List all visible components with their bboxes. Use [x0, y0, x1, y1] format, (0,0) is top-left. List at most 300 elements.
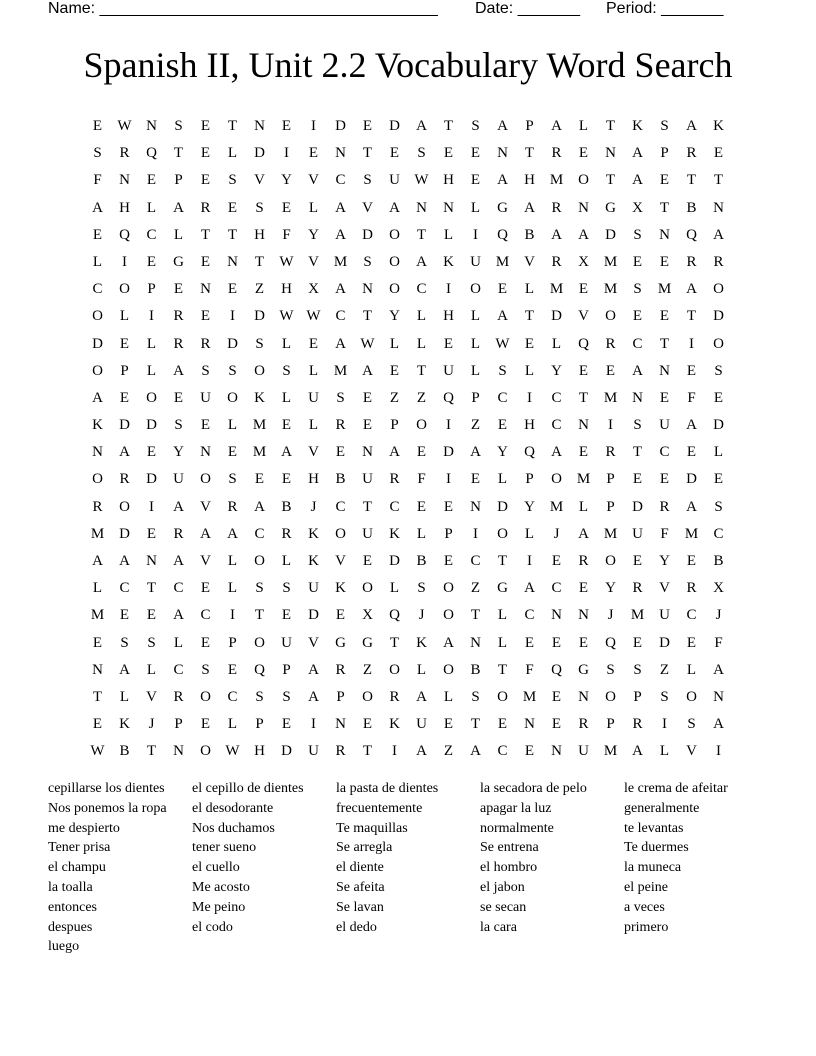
grid-letter: D — [632, 498, 643, 515]
grid-letter: R — [173, 688, 184, 705]
grid-letter: E — [686, 553, 697, 569]
grid-letter: L — [389, 580, 400, 597]
grid-letter: O — [605, 553, 616, 569]
grid-letter: A — [524, 199, 535, 216]
grid-letter: O — [443, 661, 454, 678]
word-bank-item: el hombro — [480, 860, 538, 876]
grid-letter: P — [174, 716, 183, 733]
grid-letter: E — [362, 417, 373, 434]
grid-letter: K — [443, 253, 454, 270]
grid-letter: L — [497, 607, 508, 624]
grid-letter: N — [362, 281, 373, 298]
grid-letter: M — [333, 362, 348, 379]
grid-letter: S — [255, 199, 264, 216]
grid-letter: O — [119, 498, 130, 515]
grid-letter: R — [686, 253, 697, 270]
grid-letter: J — [715, 607, 722, 624]
grid-letter: M — [495, 253, 510, 270]
grid-letter: E — [308, 335, 319, 352]
grid-letter: E — [632, 634, 643, 651]
grid-letter: E — [227, 199, 238, 216]
grid-letter: I — [527, 389, 532, 406]
student-info-header — [48, 0, 768, 20]
word-bank-item: apagar la luz — [480, 800, 552, 816]
grid-letter: N — [713, 199, 724, 216]
grid-letter: E — [578, 444, 589, 461]
grid-letter: P — [525, 471, 534, 488]
grid-letter: W — [306, 308, 321, 325]
grid-letter: U — [200, 389, 211, 406]
grid-letter: T — [227, 118, 238, 134]
grid-letter: M — [603, 743, 618, 760]
grid-letter: C — [200, 607, 211, 624]
grid-letter: A — [308, 688, 319, 705]
grid-letter: E — [443, 553, 454, 569]
grid-letter: R — [173, 308, 184, 325]
grid-letter: Q — [686, 226, 697, 243]
grid-letter: I — [230, 308, 235, 325]
grid-letter: H — [443, 172, 454, 189]
grid-letter: R — [578, 716, 589, 733]
date-field: Date: _______ — [475, 0, 580, 17]
grid-letter: O — [200, 471, 211, 488]
grid-letter: N — [578, 688, 589, 705]
grid-letter: V — [146, 688, 157, 705]
grid-letter: P — [174, 172, 183, 189]
grid-letter: Q — [578, 335, 589, 352]
grid-letter: I — [122, 253, 127, 270]
grid-letter: A — [470, 444, 481, 461]
grid-letter: F — [93, 172, 102, 189]
grid-letter: A — [335, 226, 346, 243]
grid-letter: S — [498, 362, 507, 379]
grid-letter: B — [416, 553, 427, 569]
grid-letter: N — [200, 444, 211, 461]
grid-letter: A — [92, 199, 103, 216]
grid-letter: C — [686, 607, 697, 624]
grid-letter: M — [603, 389, 618, 406]
grid-letter: S — [147, 634, 156, 651]
grid-letter: E — [362, 118, 373, 134]
grid-letter: N — [551, 743, 562, 760]
grid-letter: M — [603, 281, 618, 298]
grid-letter: O — [200, 688, 211, 705]
grid-letter: E — [578, 580, 589, 597]
grid-letter: Y — [551, 362, 562, 379]
grid-letter: L — [470, 199, 481, 216]
grid-letter: A — [416, 118, 427, 134]
grid-letter: O — [686, 688, 697, 705]
grid-letter: D — [713, 308, 724, 325]
grid-letter: E — [713, 389, 724, 406]
word-bank-item: me despierto — [48, 820, 120, 836]
grid-letter: E — [200, 253, 211, 270]
word-bank-item: le crema de afeitar — [624, 781, 728, 796]
grid-letter: P — [660, 145, 669, 162]
grid-letter: A — [524, 580, 535, 597]
grid-letter: E — [200, 118, 211, 134]
grid-letter: R — [659, 498, 670, 515]
grid-letter: C — [92, 281, 103, 298]
grid-letter: E — [578, 281, 589, 298]
grid-letter: S — [687, 716, 696, 733]
grid-letter: Q — [524, 444, 535, 461]
grid-letter: C — [335, 172, 346, 189]
grid-letter: O — [92, 471, 103, 488]
grid-letter: E — [578, 145, 589, 162]
grid-letter: D — [308, 607, 319, 624]
grid-letter: E — [713, 145, 724, 162]
grid-letter: M — [603, 525, 618, 542]
grid-letter: H — [443, 308, 454, 325]
grid-letter: W — [360, 335, 375, 352]
grid-letter: R — [119, 145, 130, 162]
grid-letter: M — [90, 525, 105, 542]
grid-letter: V — [524, 253, 535, 270]
grid-letter: L — [524, 362, 535, 379]
grid-letter: O — [578, 172, 589, 189]
grid-letter: L — [578, 118, 589, 134]
grid-letter: E — [200, 172, 211, 189]
grid-letter: C — [389, 498, 400, 515]
grid-letter: M — [549, 498, 564, 515]
grid-letter: R — [173, 335, 184, 352]
grid-letter: I — [473, 226, 478, 243]
grid-letter: O — [362, 580, 373, 597]
grid-letter: R — [632, 580, 643, 597]
grid-letter: A — [254, 498, 265, 515]
grid-letter: S — [255, 688, 264, 705]
grid-letter: F — [525, 661, 534, 678]
grid-letter: A — [92, 389, 103, 406]
grid-letter: U — [659, 607, 670, 624]
grid-letter: A — [119, 553, 130, 569]
grid-letter: A — [173, 199, 184, 216]
grid-letter: T — [362, 743, 373, 760]
word-bank-item: despues — [48, 919, 93, 935]
grid-letter: L — [146, 199, 157, 216]
grid-letter: S — [471, 688, 480, 705]
grid-letter: Q — [119, 226, 130, 243]
grid-letter: O — [146, 389, 157, 406]
grid-letter: A — [497, 172, 508, 189]
grid-letter: O — [416, 417, 427, 434]
grid-letter: N — [659, 362, 670, 379]
grid-letter: E — [632, 308, 643, 325]
grid-letter: V — [254, 172, 265, 189]
grid-letter: J — [553, 525, 560, 542]
word-bank — [48, 779, 778, 957]
grid-letter: S — [201, 661, 210, 678]
grid-letter: E — [659, 308, 670, 325]
grid-letter: E — [227, 661, 238, 678]
grid-letter: W — [279, 308, 294, 325]
grid-letter: E — [200, 716, 211, 733]
grid-letter: T — [470, 716, 481, 733]
grid-letter: D — [146, 417, 157, 434]
grid-letter: S — [363, 172, 372, 189]
word-bank-item: frecuentemente — [336, 800, 423, 816]
grid-letter: A — [713, 716, 724, 733]
word-bank-item: la cara — [480, 919, 517, 935]
grid-letter: S — [228, 362, 237, 379]
grid-letter: O — [389, 661, 400, 678]
grid-letter: L — [119, 308, 130, 325]
grid-letter: Q — [551, 661, 562, 678]
grid-letter: Z — [470, 580, 481, 597]
grid-letter: E — [551, 553, 562, 569]
grid-letter: O — [254, 362, 265, 379]
grid-letter: X — [308, 281, 319, 298]
grid-letter: E — [119, 335, 130, 352]
grid-letter: W — [117, 118, 132, 134]
grid-letter: M — [252, 444, 267, 461]
grid-letter: R — [335, 743, 346, 760]
grid-letter: T — [659, 335, 670, 352]
word-bank-item: la secadora de pelo — [480, 781, 587, 796]
grid-letter: K — [632, 118, 643, 134]
grid-letter: N — [578, 199, 589, 216]
grid-letter: Y — [308, 226, 319, 243]
grid-letter: F — [660, 525, 669, 542]
grid-letter: U — [416, 716, 427, 733]
grid-letter: U — [362, 525, 373, 542]
grid-letter: R — [173, 525, 184, 542]
grid-letter: E — [551, 634, 562, 651]
grid-letter: O — [389, 253, 400, 270]
grid-letter: O — [200, 743, 211, 760]
grid-letter: A — [713, 226, 724, 243]
word-bank-item: el diente — [336, 860, 384, 876]
grid-letter: E — [659, 172, 670, 189]
grid-letter: S — [282, 362, 291, 379]
grid-letter: V — [686, 743, 697, 760]
grid-letter: L — [281, 389, 292, 406]
grid-letter: E — [443, 498, 454, 515]
grid-letter: A — [173, 607, 184, 624]
grid-letter: E — [443, 145, 454, 162]
grid-letter: M — [630, 607, 645, 624]
grid-letter: R — [281, 525, 292, 542]
grid-letter: U — [659, 417, 670, 434]
grid-letter: T — [362, 308, 373, 325]
grid-letter: D — [227, 335, 238, 352]
grid-letter: E — [713, 471, 724, 488]
grid-letter: U — [578, 743, 589, 760]
grid-letter: S — [606, 661, 615, 678]
grid-letter: E — [362, 389, 373, 406]
grid-letter: H — [524, 172, 535, 189]
grid-letter: E — [92, 716, 103, 733]
grid-letter: A — [497, 118, 508, 134]
grid-letter: E — [92, 118, 103, 134]
grid-letter: Z — [254, 281, 265, 298]
grid-letter: E — [200, 417, 211, 434]
grid-letter: D — [389, 118, 400, 134]
word-bank-item: entonces — [48, 899, 97, 915]
word-bank-item: el cepillo de dientes — [192, 781, 304, 796]
grid-letter: L — [227, 145, 238, 162]
grid-letter: S — [714, 362, 723, 379]
grid-letter: O — [92, 308, 103, 325]
grid-letter: X — [362, 607, 373, 624]
grid-letter: V — [200, 553, 211, 569]
grid-letter: A — [632, 743, 643, 760]
grid-letter: A — [416, 253, 427, 270]
grid-letter: M — [549, 172, 564, 189]
grid-letter: L — [146, 335, 157, 352]
grid-letter: E — [470, 471, 481, 488]
grid-letter: O — [497, 688, 508, 705]
word-bank-item: generalmente — [624, 800, 700, 816]
grid-letter: T — [497, 661, 508, 678]
grid-letter: A — [686, 417, 697, 434]
grid-letter: U — [308, 743, 319, 760]
grid-letter: G — [578, 661, 589, 678]
grid-letter: Y — [173, 444, 184, 461]
grid-letter: Z — [659, 661, 670, 678]
grid-letter: Y — [524, 498, 535, 515]
grid-letter: E — [524, 335, 535, 352]
grid-letter: D — [443, 444, 454, 461]
grid-letter: L — [227, 417, 238, 434]
grid-letter: J — [148, 716, 155, 733]
grid-letter: E — [389, 145, 400, 162]
grid-letter: B — [524, 226, 535, 243]
grid-letter: E — [632, 553, 643, 569]
grid-letter: A — [416, 688, 427, 705]
grid-letter: T — [389, 634, 400, 651]
grid-letter: T — [443, 118, 454, 134]
grid-letter: C — [416, 281, 427, 298]
grid-letter: E — [281, 199, 292, 216]
grid-letter: U — [389, 172, 400, 189]
grid-letter: B — [119, 743, 130, 760]
grid-letter: E — [335, 444, 346, 461]
grid-letter: E — [551, 688, 562, 705]
grid-letter: O — [605, 688, 616, 705]
grid-letter: S — [660, 688, 669, 705]
grid-letter: N — [146, 118, 157, 134]
grid-letter: C — [497, 389, 508, 406]
grid-letter: A — [470, 743, 481, 760]
word-bank-item: Me acosto — [192, 879, 250, 895]
grid-letter: M — [522, 688, 537, 705]
grid-letter: R — [578, 553, 589, 569]
grid-letter: S — [633, 661, 642, 678]
word-bank-item: el dedo — [336, 919, 377, 935]
grid-letter: I — [446, 471, 451, 488]
grid-letter: V — [659, 580, 670, 597]
grid-letter: T — [686, 172, 697, 189]
grid-letter: E — [281, 607, 292, 624]
grid-letter: E — [92, 634, 103, 651]
grid-letter: M — [252, 417, 267, 434]
grid-letter: O — [362, 688, 373, 705]
grid-letter: H — [254, 743, 265, 760]
word-bank-item: Nos ponemos la ropa — [48, 800, 167, 816]
grid-letter: W — [90, 743, 105, 760]
grid-letter: O — [227, 389, 238, 406]
grid-letter: T — [605, 118, 616, 134]
grid-letter: M — [603, 253, 618, 270]
grid-letter: I — [689, 335, 694, 352]
grid-letter: Q — [146, 145, 157, 162]
grid-letter: O — [551, 471, 562, 488]
grid-letter: E — [254, 471, 265, 488]
grid-letter: C — [632, 335, 643, 352]
grid-letter: N — [254, 118, 265, 134]
word-bank-item: se secan — [480, 899, 527, 915]
grid-letter: M — [657, 281, 672, 298]
grid-letter: P — [606, 471, 615, 488]
grid-letter: V — [362, 199, 373, 216]
grid-letter: D — [605, 226, 616, 243]
word-bank-item: Se lavan — [336, 899, 384, 915]
grid-letter: O — [713, 281, 724, 298]
grid-letter: J — [418, 607, 425, 624]
grid-letter: C — [227, 688, 238, 705]
grid-letter: A — [308, 661, 319, 678]
grid-letter: A — [119, 661, 130, 678]
grid-letter: V — [335, 553, 346, 569]
grid-letter: V — [200, 498, 211, 515]
grid-letter: R — [551, 145, 562, 162]
grid-letter: A — [173, 498, 184, 515]
grid-letter: E — [551, 716, 562, 733]
grid-letter: S — [93, 145, 102, 162]
grid-letter: E — [632, 471, 643, 488]
grid-letter: C — [659, 444, 670, 461]
grid-letter: S — [417, 580, 426, 597]
grid-letter: S — [336, 389, 345, 406]
grid-letter: Q — [497, 226, 508, 243]
word-bank-item: Te maquillas — [336, 820, 408, 836]
grid-letter: A — [632, 172, 643, 189]
grid-letter: L — [173, 226, 184, 243]
grid-letter: L — [416, 308, 427, 325]
grid-letter: K — [308, 553, 319, 569]
grid-letter: S — [633, 226, 642, 243]
grid-letter: T — [416, 226, 427, 243]
grid-letter: Y — [497, 444, 508, 461]
grid-letter: C — [551, 389, 562, 406]
grid-letter: L — [443, 226, 454, 243]
grid-letter: D — [119, 417, 130, 434]
grid-letter: D — [362, 226, 373, 243]
grid-letter: E — [470, 145, 481, 162]
grid-letter: C — [497, 743, 508, 760]
grid-letter: E — [443, 335, 454, 352]
grid-letter: Z — [362, 661, 373, 678]
grid-letter: C — [173, 580, 184, 597]
grid-letter: U — [632, 525, 643, 542]
grid-letter: O — [443, 580, 454, 597]
grid-letter: A — [497, 308, 508, 325]
grid-letter: A — [551, 444, 562, 461]
grid-letter: R — [200, 335, 211, 352]
grid-letter: E — [686, 444, 697, 461]
grid-letter: L — [416, 335, 427, 352]
grid-letter: Z — [470, 417, 481, 434]
grid-letter: P — [525, 118, 534, 134]
grid-letter: G — [335, 634, 346, 651]
word-bank-item: el cuello — [192, 860, 240, 876]
grid-letter: V — [308, 253, 319, 270]
grid-letter: Z — [443, 743, 454, 760]
grid-letter: F — [714, 634, 723, 651]
grid-letter: E — [605, 362, 616, 379]
